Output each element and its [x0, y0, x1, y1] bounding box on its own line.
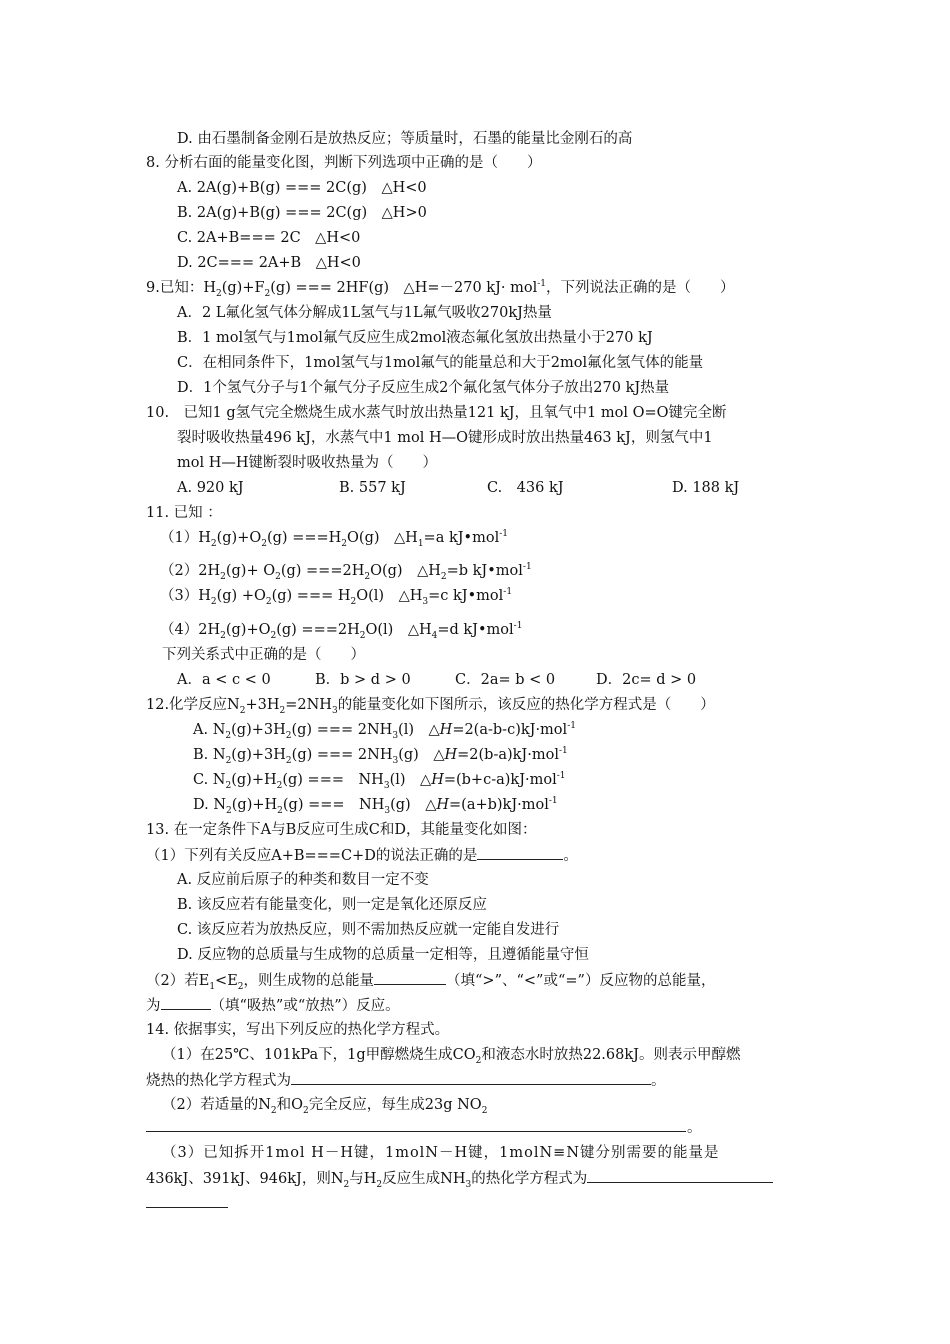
q8-option-a: A. 2A(g)+B(g) === 2C(g) △H<0 — [177, 180, 427, 196]
q9-option-b: B．1 mol氢气与1mol氟气反应生成2mol液态氟化氢放出热量小于270 kJ — [177, 330, 653, 346]
q9-option-c: C．在相同条件下，1mol氢气与1mol氟气的能量总和大于2mol氟化氢气体的能量 — [177, 355, 704, 371]
q14-part3-answer-line-cont[interactable] — [146, 1207, 228, 1208]
q13-option-c: C. 该反应若为放热反应，则不需加热反应就一定能自发进行 — [177, 922, 560, 938]
q11-option-d: D．2c= d > 0 — [596, 672, 697, 688]
q13-option-b: B. 该反应若有能量变化，则一定是氧化还原反应 — [177, 897, 487, 913]
q14-part3-answer-blank[interactable] — [587, 1168, 773, 1183]
q10-option-c: C. 436 kJ — [487, 480, 564, 496]
q13-option-d: D. 反应物的总质量与生成物的总质量一定相等，且遵循能量守恒 — [177, 947, 589, 963]
q11-option-a: A．a < c < 0 — [177, 672, 271, 688]
q8-stem: 8. 分析右面的能量变化图，判断下列选项中正确的是（ ） — [146, 155, 542, 171]
q10-option-a: A. 920 kJ — [177, 480, 244, 496]
q11-stem: 11. 已知 ： — [146, 505, 222, 521]
q14-part1: （1）在25℃、101kPa下，1g甲醇燃烧生成$CO_2$和液态水时放热22.68kJ。则表示甲醇燃 — [162, 1047, 741, 1066]
q10-option-b: B. 557 kJ — [339, 480, 406, 496]
q13-part1-answer-blank[interactable] — [477, 845, 563, 860]
q13-part2: （2）若$E_1<E_2$，则生成物的总能量 （填“>”、“<”或“=”）反应物的总能量， — [146, 970, 715, 991]
q12-option-b: B. $N_2(g)+3H_2(g)$ === $2NH_3(g)$ △H=2(b-a)kJ·mol$^{-1}$ — [193, 746, 568, 766]
q11-equation-1: $(1)H_2(g)+O_2(g) ===H_2O(g)$ $\triangle H_1=a$ kJ•mol$^{-1}$ — [160, 529, 508, 549]
q10-stem-line2: 裂时吸收热量496 kJ，水蒸气中1 mol H—O键形成时放出热量463 kJ，则氢气中1 — [177, 430, 713, 446]
q14-part1-answer-blank[interactable] — [291, 1070, 651, 1085]
q14-part1-cont: 烧热的热化学方程式为 。 — [146, 1070, 666, 1091]
q14-part2-answer-line[interactable] — [146, 1131, 686, 1132]
q14-part2: （2）若适量的$N_2$和$O_2$完全反应，每生成23g $NO_2$ — [162, 1097, 488, 1116]
q8-option-d: D. 2C=== 2A+B △H<0 — [177, 255, 361, 271]
q13-part2-type-blank[interactable] — [161, 995, 211, 1010]
q13-option-a: A. 反应前后原子的种类和数目一定不变 — [177, 872, 429, 888]
q14-stem: 14. 依据事实，写出下列反应的热化学方程式。 — [146, 1022, 450, 1038]
q13-stem: 13. 在一定条件下A与B反应可生成C和D，其能量变化如图： — [146, 822, 537, 838]
q9-stem: 9.已知：$H_2(g)+F_2(g)$ === 2HF(g) △H=－270 kJ· mol$^{-1}$，下列说法正确的是（ ） — [146, 279, 735, 299]
q7-option-d: D. 由石墨制备金刚石是放热反应；等质量时，石墨的能量比金刚石的高 — [177, 131, 633, 147]
q10-option-d: D. 188 kJ — [672, 480, 740, 496]
q14-part3-cont: 436kJ、391kJ、946kJ，则$N_2$与$H_2$反应生成$NH_3$的热化学方程式为 — [146, 1168, 773, 1189]
q13-part2-cont: 为 （填“吸热”或“放热”）反应。 — [146, 995, 400, 1016]
q11-option-b: B．b > d > 0 — [315, 672, 411, 688]
q9-option-a: A．2 L氟化氢气体分解成1L氢气与1L氟气吸收270kJ热量 — [177, 305, 552, 321]
q13-part1: （1）下列有关反应A+B===C+D的说法正确的是 。 — [146, 845, 578, 866]
q11-equation-4: $(4)2H_2(g)+O_2(g) ===2H_2O(l)$ $\triangle H_4=d$ kJ•mol$^{-1}$ — [160, 621, 523, 641]
q12-option-a: A. $N_2(g)+3H_2(g)$ === $2NH_3(l)$ △H=2(a-b-c)kJ·mol$^{-1}$ — [193, 721, 576, 741]
q9-option-d: D．1个氢气分子与1个氟气分子反应生成2个氟化氢气体分子放出270 kJ热量 — [177, 380, 670, 396]
q12-stem: 12.化学反应$N_2+3H_2=2NH_3$的能量变化如下图所示，该反应的热化学方程式是（ ） — [146, 697, 715, 716]
q8-option-b: B. 2A(g)+B(g) === 2C(g) △H>0 — [177, 205, 427, 221]
q14-part2-end: 。 — [687, 1120, 702, 1136]
q13-part2-compare-blank[interactable] — [374, 970, 446, 985]
q14-part3: （3）已知拆开1mol H－H键，1molN－H键，1molN≡N键分别需要的能量是 — [162, 1145, 720, 1161]
q11-equation-2: $(2)2H_2(g)+ O_2(g) ===2H_2O(g)$ $\triangle H_2=b$ kJ•mol$^{-1}$ — [160, 562, 532, 582]
q10-stem-line3: mol H—H键断裂时吸收热量为（ ） — [177, 455, 438, 471]
q12-option-d: D. $N_2(g)+H_2(g)$ === $NH_3(g)$ △H=(a+b)kJ·mol$^{-1}$ — [193, 796, 558, 816]
q11-option-c: C．2a= b < 0 — [455, 672, 556, 688]
q12-option-c: C. $N_2(g)+H_2(g)$ === $NH_3(l)$ △H=(b+c-a)kJ·mol$^{-1}$ — [193, 771, 566, 791]
q10-stem-line1: 10. 已知1 g氢气完全燃烧生成水蒸气时放出热量121 kJ，且氧气中1 mol O=O键完全断 — [146, 405, 727, 421]
q11-equation-3: $(3)H_2(g) +O_2(g)$ === $H_2O(l)$ $\triangle H_3=c$ kJ•mol$^{-1}$ — [160, 587, 513, 607]
q8-option-c: C. 2A+B=== 2C △H<0 — [177, 230, 361, 246]
q11-question: 下列关系式中正确的是（ ） — [162, 647, 365, 663]
